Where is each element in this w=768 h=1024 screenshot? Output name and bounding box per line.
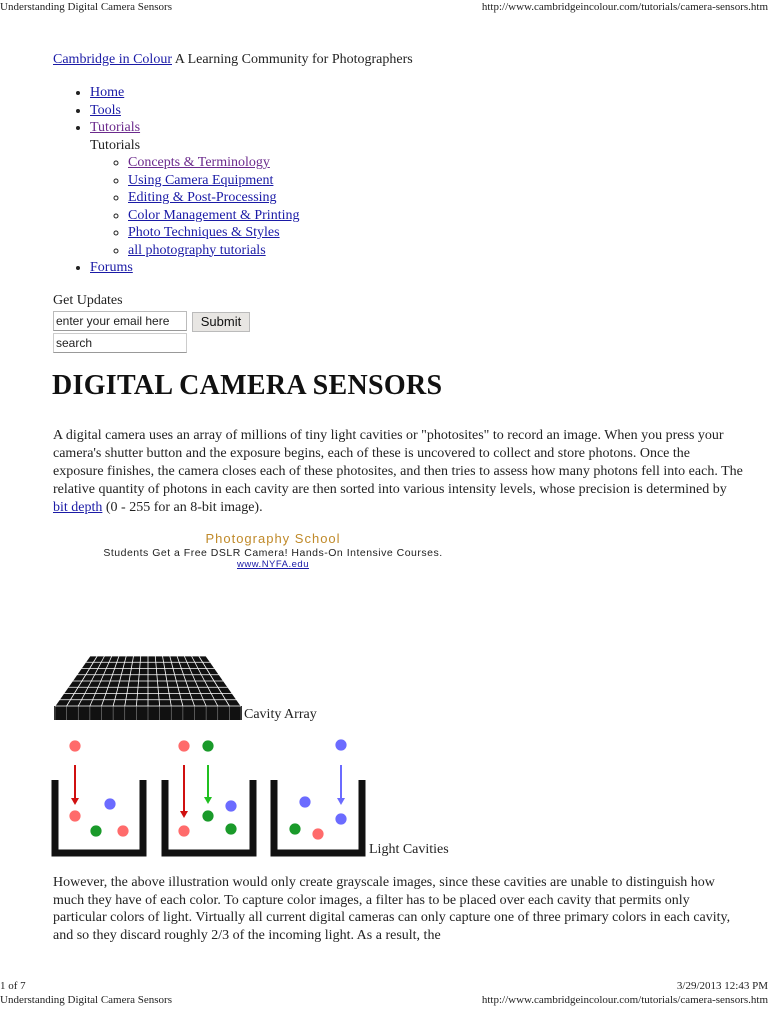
photon-arrowhead [71,798,79,805]
submenu-link-equipment[interactable]: Using Camera Equipment [128,172,274,188]
intro-text-after: (0 - 255 for an 8-bit image). [102,500,263,515]
nav-link-tutorials[interactable]: Tutorials [90,120,141,135]
site-name-link[interactable]: Cambridge in Colour [53,52,172,67]
submenu-link-color[interactable]: Color Management & Printing [128,207,300,223]
photon-dot [225,823,238,836]
nav-link-home[interactable]: Home [90,85,125,100]
submenu-link-all[interactable]: all photography tutorials [128,242,266,258]
print-header-url: http://www.cambridgeincolour.com/tutorials/camera-sensors.htm [481,1,768,13]
photon-dot [335,739,348,752]
site-tagline: A Learning Community for Photographers [174,52,413,67]
photon-dot [225,800,238,813]
print-footer-datetime: 3/29/2013 12:43 PM [676,980,768,992]
photon-dot [178,825,191,838]
photon-dot [69,740,82,753]
intro-text-before: A digital camera uses an array of millions of tiny light cavities or "photosites" to record an image. When you press your camera's shutter button and the exposure begins, each of these is uncovered to collect and store photons. Once the exposure finishes, the camera closes each of these photosites, and then tries to assess how many photons fell into each. The relative quantity of photons in each cavity are then sorted into various intensity levels, whose precision is determined by [53,428,743,497]
search-input[interactable]: search [53,333,187,353]
nav-link-forums[interactable]: Forums [90,260,133,275]
print-header-title-next: Understanding Digital Camera Sensors [0,994,172,1006]
color-paragraph: However, the above illustration would only create grayscale images, since these cavities are unable to distinguish how much they have of each color. To capture color images, a filter has to be placed over each cavity that permits only particular colors of light. Virtually all current digital cameras can only capture one of three primary colors in each cavity, and so they discard roughly 2/3 of the incoming light. As a result, the [53,875,731,943]
photon-dot [117,825,130,838]
ad-url[interactable]: www.NYFA.edu [237,559,309,570]
page-title: DIGITAL CAMERA SENSORS [52,370,443,401]
get-updates-label: Get Updates [53,293,123,308]
photon-dot [202,810,215,823]
light-cavities [55,739,362,854]
photon-arrowhead [337,798,345,805]
cavity-bucket [274,780,362,853]
print-header-url-next: http://www.cambridgeincolour.com/tutorials/camera-sensors.htm [481,994,768,1006]
submenu-link-techniques[interactable]: Photo Techniques & Styles [128,225,280,240]
submenu-link-concepts[interactable]: Concepts & Terminology [128,155,270,170]
photon-dot [90,825,103,838]
ad-description: Students Get a Free DSLR Camera! Hands-On Intensive Courses. [103,547,443,559]
cavity-array-grid [54,656,242,720]
photon-arrowhead [204,797,212,804]
print-header-title: Understanding Digital Camera Sensors [0,1,172,13]
photon-dot [289,823,302,836]
photon-dot [178,740,191,753]
email-input[interactable]: enter your email here [53,311,187,331]
photon-dot [69,810,82,823]
photon-dot [299,796,312,809]
submit-button[interactable]: Submit [192,312,250,332]
tutorials-submenu-title: Tutorials [90,137,141,153]
print-footer [0,979,768,993]
bit-depth-link[interactable]: bit depth [53,500,103,515]
photon-dot [202,740,215,753]
ad-title[interactable]: Photography School [205,531,341,546]
photon-dot [104,798,117,811]
cavity-array-label: Cavity Array [244,707,317,722]
submenu-link-editing[interactable]: Editing & Post-Processing [128,190,277,205]
photon-dot [335,813,348,826]
light-cavities-label: Light Cavities [369,842,449,857]
print-header-next [0,993,768,1007]
photon-arrowhead [180,811,188,818]
photon-dot [312,828,325,841]
nav-link-tools[interactable]: Tools [90,102,121,118]
print-footer-page: 1 of 7 [0,980,26,992]
